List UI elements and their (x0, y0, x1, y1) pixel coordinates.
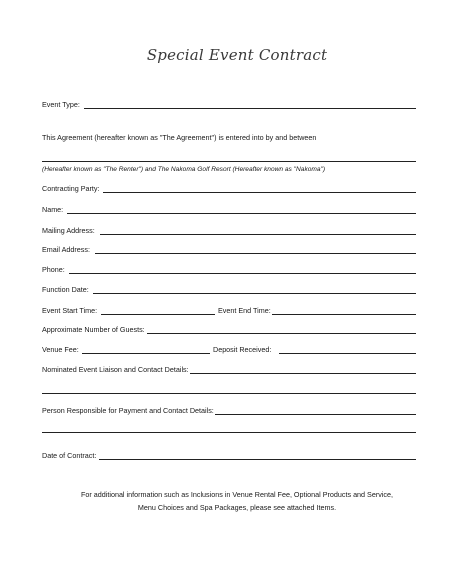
footer-line-1: For additional information such as Inclusions in Venue Rental Fee, Optional Products and Service, (80, 490, 394, 499)
function-date-label: Function Date: (42, 285, 89, 294)
deposit-received-label: Deposit Received: (213, 345, 272, 354)
event-end-time-label: Event End Time: (218, 306, 271, 315)
payment-responsible-field-continued[interactable] (42, 432, 416, 433)
deposit-received-field[interactable] (279, 353, 416, 354)
phone-label: Phone: (42, 265, 65, 274)
function-date-field[interactable] (93, 293, 416, 294)
date-of-contract-label: Date of Contract: (42, 451, 97, 460)
approx-guests-field[interactable] (147, 333, 416, 334)
event-start-time-label: Event Start Time: (42, 306, 98, 315)
event-end-time-field[interactable] (272, 314, 416, 315)
venue-fee-label: Venue Fee: (42, 345, 79, 354)
parties-line-text: (Hereafter known as "The Renter") and The Nakoma Golf Resort (Hereafter known as "Nakoma") (42, 166, 326, 173)
phone-field[interactable] (69, 273, 416, 274)
renter-name-field[interactable] (42, 161, 416, 162)
event-type-field[interactable] (84, 108, 416, 109)
agreement-intro-text: This Agreement (hereafter known as "The Agreement") is entered into by and between (42, 133, 317, 142)
event-start-time-field[interactable] (101, 314, 215, 315)
contracting-party-label: Contracting Party: (42, 184, 100, 193)
liaison-field-continued[interactable] (42, 393, 416, 394)
venue-fee-field[interactable] (82, 353, 210, 354)
page-title: Special Event Contract (146, 46, 328, 64)
contracting-party-field[interactable] (103, 192, 416, 193)
liaison-field[interactable] (190, 373, 416, 374)
payment-responsible-label: Person Responsible for Payment and Contact Details: (42, 406, 214, 415)
mailing-address-field[interactable] (100, 234, 416, 235)
name-label: Name: (42, 205, 64, 214)
liaison-label: Nominated Event Liaison and Contact Details: (42, 365, 189, 374)
email-address-field[interactable] (95, 253, 416, 254)
email-address-label: Email Address: (42, 245, 90, 254)
approx-guests-label: Approximate Number of Guests: (42, 325, 145, 334)
date-of-contract-field[interactable] (99, 459, 416, 460)
footer-line-2: Menu Choices and Spa Packages, please see attached Items. (137, 503, 337, 512)
mailing-address-label: Mailing Address: (42, 226, 95, 235)
payment-responsible-field[interactable] (215, 414, 416, 415)
name-field[interactable] (67, 213, 416, 214)
event-type-label: Event Type: (42, 100, 80, 109)
